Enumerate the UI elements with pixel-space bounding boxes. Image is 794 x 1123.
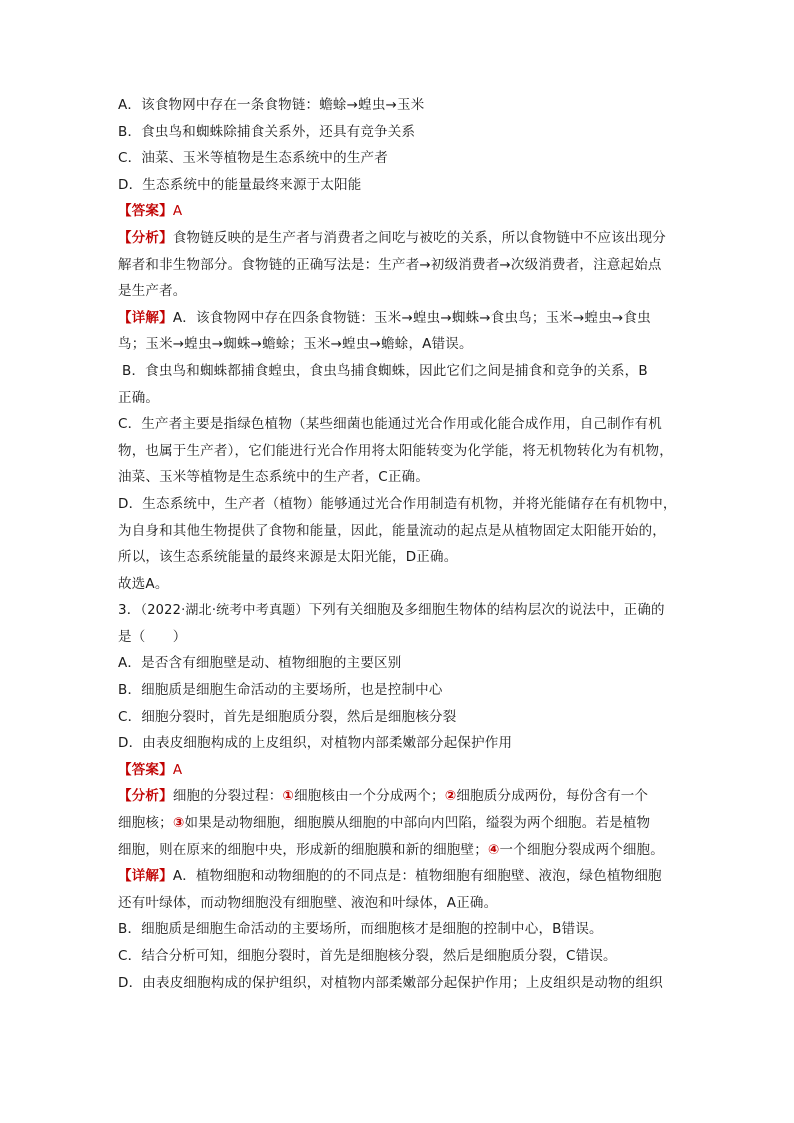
q3-detail-line: C．结合分析可知，细胞分裂时，首先是细胞核分裂，然后是细胞质分裂，C错误。 [118,948,617,964]
detail-text: A．植物细胞和动物细胞的的不同点是：植物细胞有细胞壁、液泡，绿色植物细胞 [172,868,662,885]
q2-detail-line: C．生产者主要是指绿色植物（某些细菌也能通过光合作用或化能合成作用，自己制作有机 [118,416,662,433]
q3-number: 3． [118,602,141,619]
q2-option-a: A．该食物网中存在一条食物链：蟾蜍→蝗虫→玉米 [118,97,425,113]
q3-stem-line: 是（ ） [118,628,187,645]
analysis-text: 细胞核由一个分成两个； [294,788,445,805]
answer-tag: 【答案】 [118,203,173,220]
q2-answer [118,198,678,225]
q3-option-b: B．细胞质是细胞生命活动的主要场所，也是控制中心 [118,682,443,699]
q2-option-b: B．食虫鸟和蜘蛛除捕食关系外，还具有竞争关系 [118,123,416,140]
step-1-marker: ① [282,788,295,805]
q3-analysis [118,783,678,810]
q2-analysis [118,225,678,252]
q2-detail-line: 物，也属于生产者），它们能进行光合作用将太阳能转变为化学能，将无机物转化为有机物， [118,442,673,459]
detail-text: A．该食物网中存在四条食物链：玉米→蝗虫→蜘蛛→食虫鸟；玉米→蝗虫→食虫 [172,309,651,326]
analysis-text: 细胞的分裂过程： [172,788,283,805]
q2-analysis-line: 是生产者。 [118,283,187,300]
q2-analysis-line: 解者和非生物部分。食物链的正确写法是：生产者→初级消费者→次级消费者，注意起始点 [118,256,662,273]
q3-option-a: A．是否含有细胞壁是动、植物细胞的主要区别 [118,655,402,672]
q2-conclusion: 故选A。 [118,575,169,592]
q2-detail-line: B．食虫鸟和蜘蛛都捕食蝗虫，食虫鸟捕食蜘蛛，因此它们之间是捕食和竞争的关系，B [122,362,648,379]
step-4-marker: ④ [487,841,500,858]
q3-option-d: D．由表皮细胞构成的上皮组织，对植物内部柔嫩部分起保护作用 [118,735,513,752]
q3-detail-line: 还有叶绿体，而动物细胞没有细胞壁、液泡和叶绿体，A正确。 [118,894,498,911]
q3-detail [118,863,678,890]
q3-detail-line: B．细胞质是细胞生命活动的主要场所，而细胞核才是细胞的控制中心，B错误。 [118,921,603,938]
detail-tag: 【详解】 [118,868,173,885]
q3-analysis-line [118,810,678,837]
q3-stem-text: 下列有关细胞及多细胞生物体的结构层次的说法中，正确的 [308,602,665,619]
step-2-marker: ② [444,788,457,805]
detail-tag: 【详解】 [118,309,173,326]
q3-answer [118,757,678,784]
q3-analysis-line [118,837,678,864]
q3-stem [118,597,678,624]
q2-detail-line: 为自身和其他生物提供了食物和能量，因此，能量流动的起点是从植物固定太阳能开始的， [118,522,666,539]
q3-source: （2022·湖北·统考中考真题） [140,603,309,619]
q2-detail [118,305,678,332]
q2-detail-line: 油菜、玉米等植物是生态系统中的生产者，C正确。 [118,469,430,486]
answer-value: A [172,761,183,778]
answer-tag: 【答案】 [118,761,173,778]
analysis-text: 一个细胞分裂成两个细胞。 [499,841,664,858]
analysis-tag: 【分析】 [118,229,173,246]
analysis-tag: 【分析】 [118,788,173,805]
q2-detail-line: 鸟；玉米→蝗虫→蜘蛛→蟾蜍；玉米→蝗虫→蟾蜍，A错误。 [118,336,473,353]
q2-option-c: C．油菜、玉米等植物是生态系统中的生产者 [118,150,388,167]
q2-option-d: D．生态系统中的能量最终来源于太阳能 [118,176,362,193]
step-3-marker: ③ [172,815,185,832]
analysis-text: 如果是动物细胞，细胞膜从细胞的中部向内凹陷，缢裂为两个细胞。若是植物 [184,815,651,832]
analysis-text: 食物链反映的是生产者与消费者之间吃与被吃的关系，所以食物链中不应该出现分 [172,229,667,246]
q3-option-c: C．细胞分裂时，首先是细胞质分裂，然后是细胞核分裂 [118,708,457,725]
analysis-text: 细胞质分成两份，每份含有一个 [456,788,649,805]
q2-detail-line: 所以，该生态系统能量的最终来源是太阳光能，D正确。 [118,549,458,566]
analysis-text: 细胞核； [118,815,173,832]
answer-value: A [172,203,183,220]
analysis-text: 细胞，则在原来的细胞中央，形成新的细胞膜和新的细胞壁； [118,841,488,858]
q2-detail-line: 正确。 [118,389,160,406]
q3-detail-line: D．由表皮细胞构成的保护组织，对植物内部柔嫩部分起保护作用；上皮组织是动物的组织 [118,974,663,991]
q2-detail-line: D．生态系统中，生产者（植物）能够通过光合作用制造有机物，并将光能储存在有机物中， [118,495,677,512]
document-page [118,92,678,996]
